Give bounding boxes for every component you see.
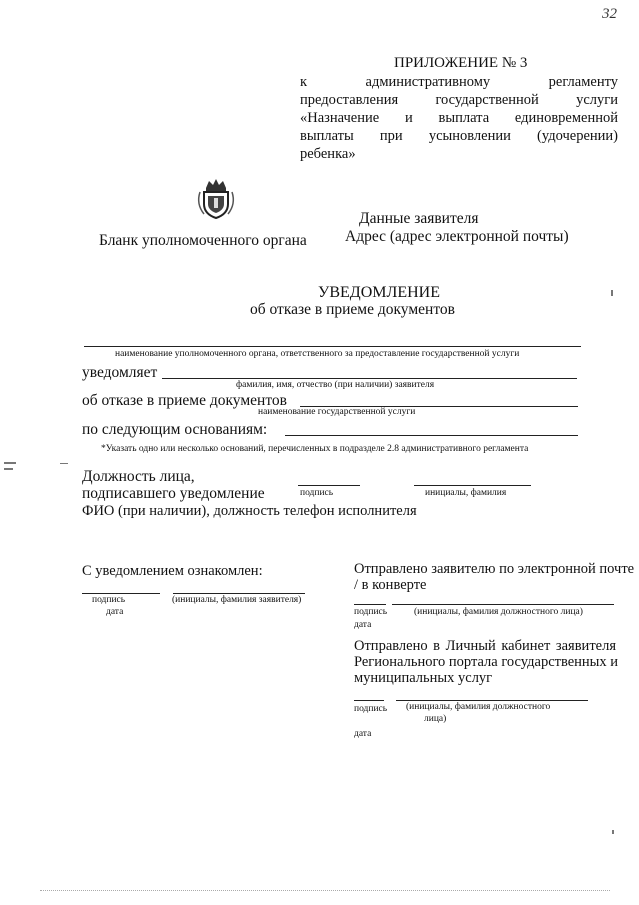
position-label: Должность лица, <box>82 468 195 485</box>
ack-date-caption: дата <box>106 607 124 617</box>
notice-subtitle: об отказе в приеме документов <box>250 301 455 318</box>
email-signature-line <box>354 604 386 605</box>
appendix-line: выплаты при усыновлении (удочерении) <box>300 128 618 144</box>
scan-edge <box>40 890 610 891</box>
cabinet-initials-caption: (инициалы, фамилия должностного <box>406 702 551 712</box>
signature-line <box>298 485 360 486</box>
applicant-name-line <box>162 378 577 379</box>
cabinet-initials-caption: лица) <box>424 714 447 724</box>
email-signature-caption: подпись <box>354 607 388 617</box>
executor-label: ФИО (при наличии), должность телефон исполнителя <box>82 503 417 519</box>
sent-email-label: / в конверте <box>354 577 427 593</box>
notifies-label: уведомляет <box>82 364 158 381</box>
ack-initials-caption: (инициалы, фамилия заявителя) <box>172 595 302 605</box>
scan-artifact <box>611 290 613 296</box>
footnote: *Указать одно или несколько оснований, перечисленных в подразделе 2.8 административного регламента <box>101 444 529 454</box>
acknowledgement-title: С уведомлением ознакомлен: <box>82 563 263 579</box>
cabinet-initials-line <box>396 700 588 701</box>
ack-signature-caption: подпись <box>92 595 126 605</box>
scan-artifact <box>4 462 16 464</box>
ack-initials-line <box>173 593 305 594</box>
grounds-label: по следующим основаниям: <box>82 421 268 438</box>
initials-line <box>414 485 531 486</box>
applicant-data-label: Данные заявителя <box>359 210 479 227</box>
appendix-title: ПРИЛОЖЕНИЕ № 3 <box>394 55 528 71</box>
email-date-caption: дата <box>354 620 372 630</box>
scan-artifact <box>612 830 614 834</box>
signature-caption: подпись <box>300 488 334 498</box>
org-name-caption: наименование уполномоченного органа, ответственного за предоставление государственной услуги <box>115 349 520 359</box>
applicant-name-caption: фамилия, имя, отчество (при наличии) заявителя <box>236 380 435 390</box>
cabinet-signature-line <box>354 700 384 701</box>
initials-caption: инициалы, фамилия <box>425 488 507 498</box>
blank-label: Бланк уполномоченного органа <box>99 232 307 249</box>
appendix-line: к административному регламенту <box>300 74 618 90</box>
email-initials-caption: (инициалы, фамилия должностного лица) <box>414 607 583 617</box>
scan-artifact <box>60 463 68 464</box>
cabinet-signature-caption: подпись <box>354 704 388 714</box>
page-number: 32 <box>602 6 617 22</box>
applicant-address-label: Адрес (адрес электронной почты) <box>345 228 569 245</box>
refusal-label: об отказе в приеме документов <box>82 392 287 409</box>
notice-title: УВЕДОМЛЕНИЕ <box>318 284 440 301</box>
appendix-line: предоставления государственной услуги <box>300 92 618 108</box>
sent-email-label: Отправлено заявителю по электронной почте <box>354 561 635 577</box>
org-name-line <box>84 346 581 347</box>
position-label: подписавшего уведомление <box>82 485 265 502</box>
appendix-line: ребенка» <box>300 146 356 162</box>
sent-cabinet-label: Регионального портала государственных и <box>354 654 619 670</box>
sent-cabinet-label: муниципальных услуг <box>354 670 493 686</box>
cabinet-date-caption: дата <box>354 729 372 739</box>
appendix-line: «Назначение и выплата единовременной <box>300 110 618 126</box>
scan-artifact <box>4 468 13 470</box>
service-name-caption: наименование государственной услуги <box>258 407 416 417</box>
email-initials-line <box>392 604 614 605</box>
grounds-line <box>285 435 578 436</box>
coat-of-arms-icon <box>194 176 238 225</box>
sent-cabinet-label: Отправлено в Личный кабинет заявителя <box>354 638 616 654</box>
ack-signature-line <box>82 593 160 594</box>
